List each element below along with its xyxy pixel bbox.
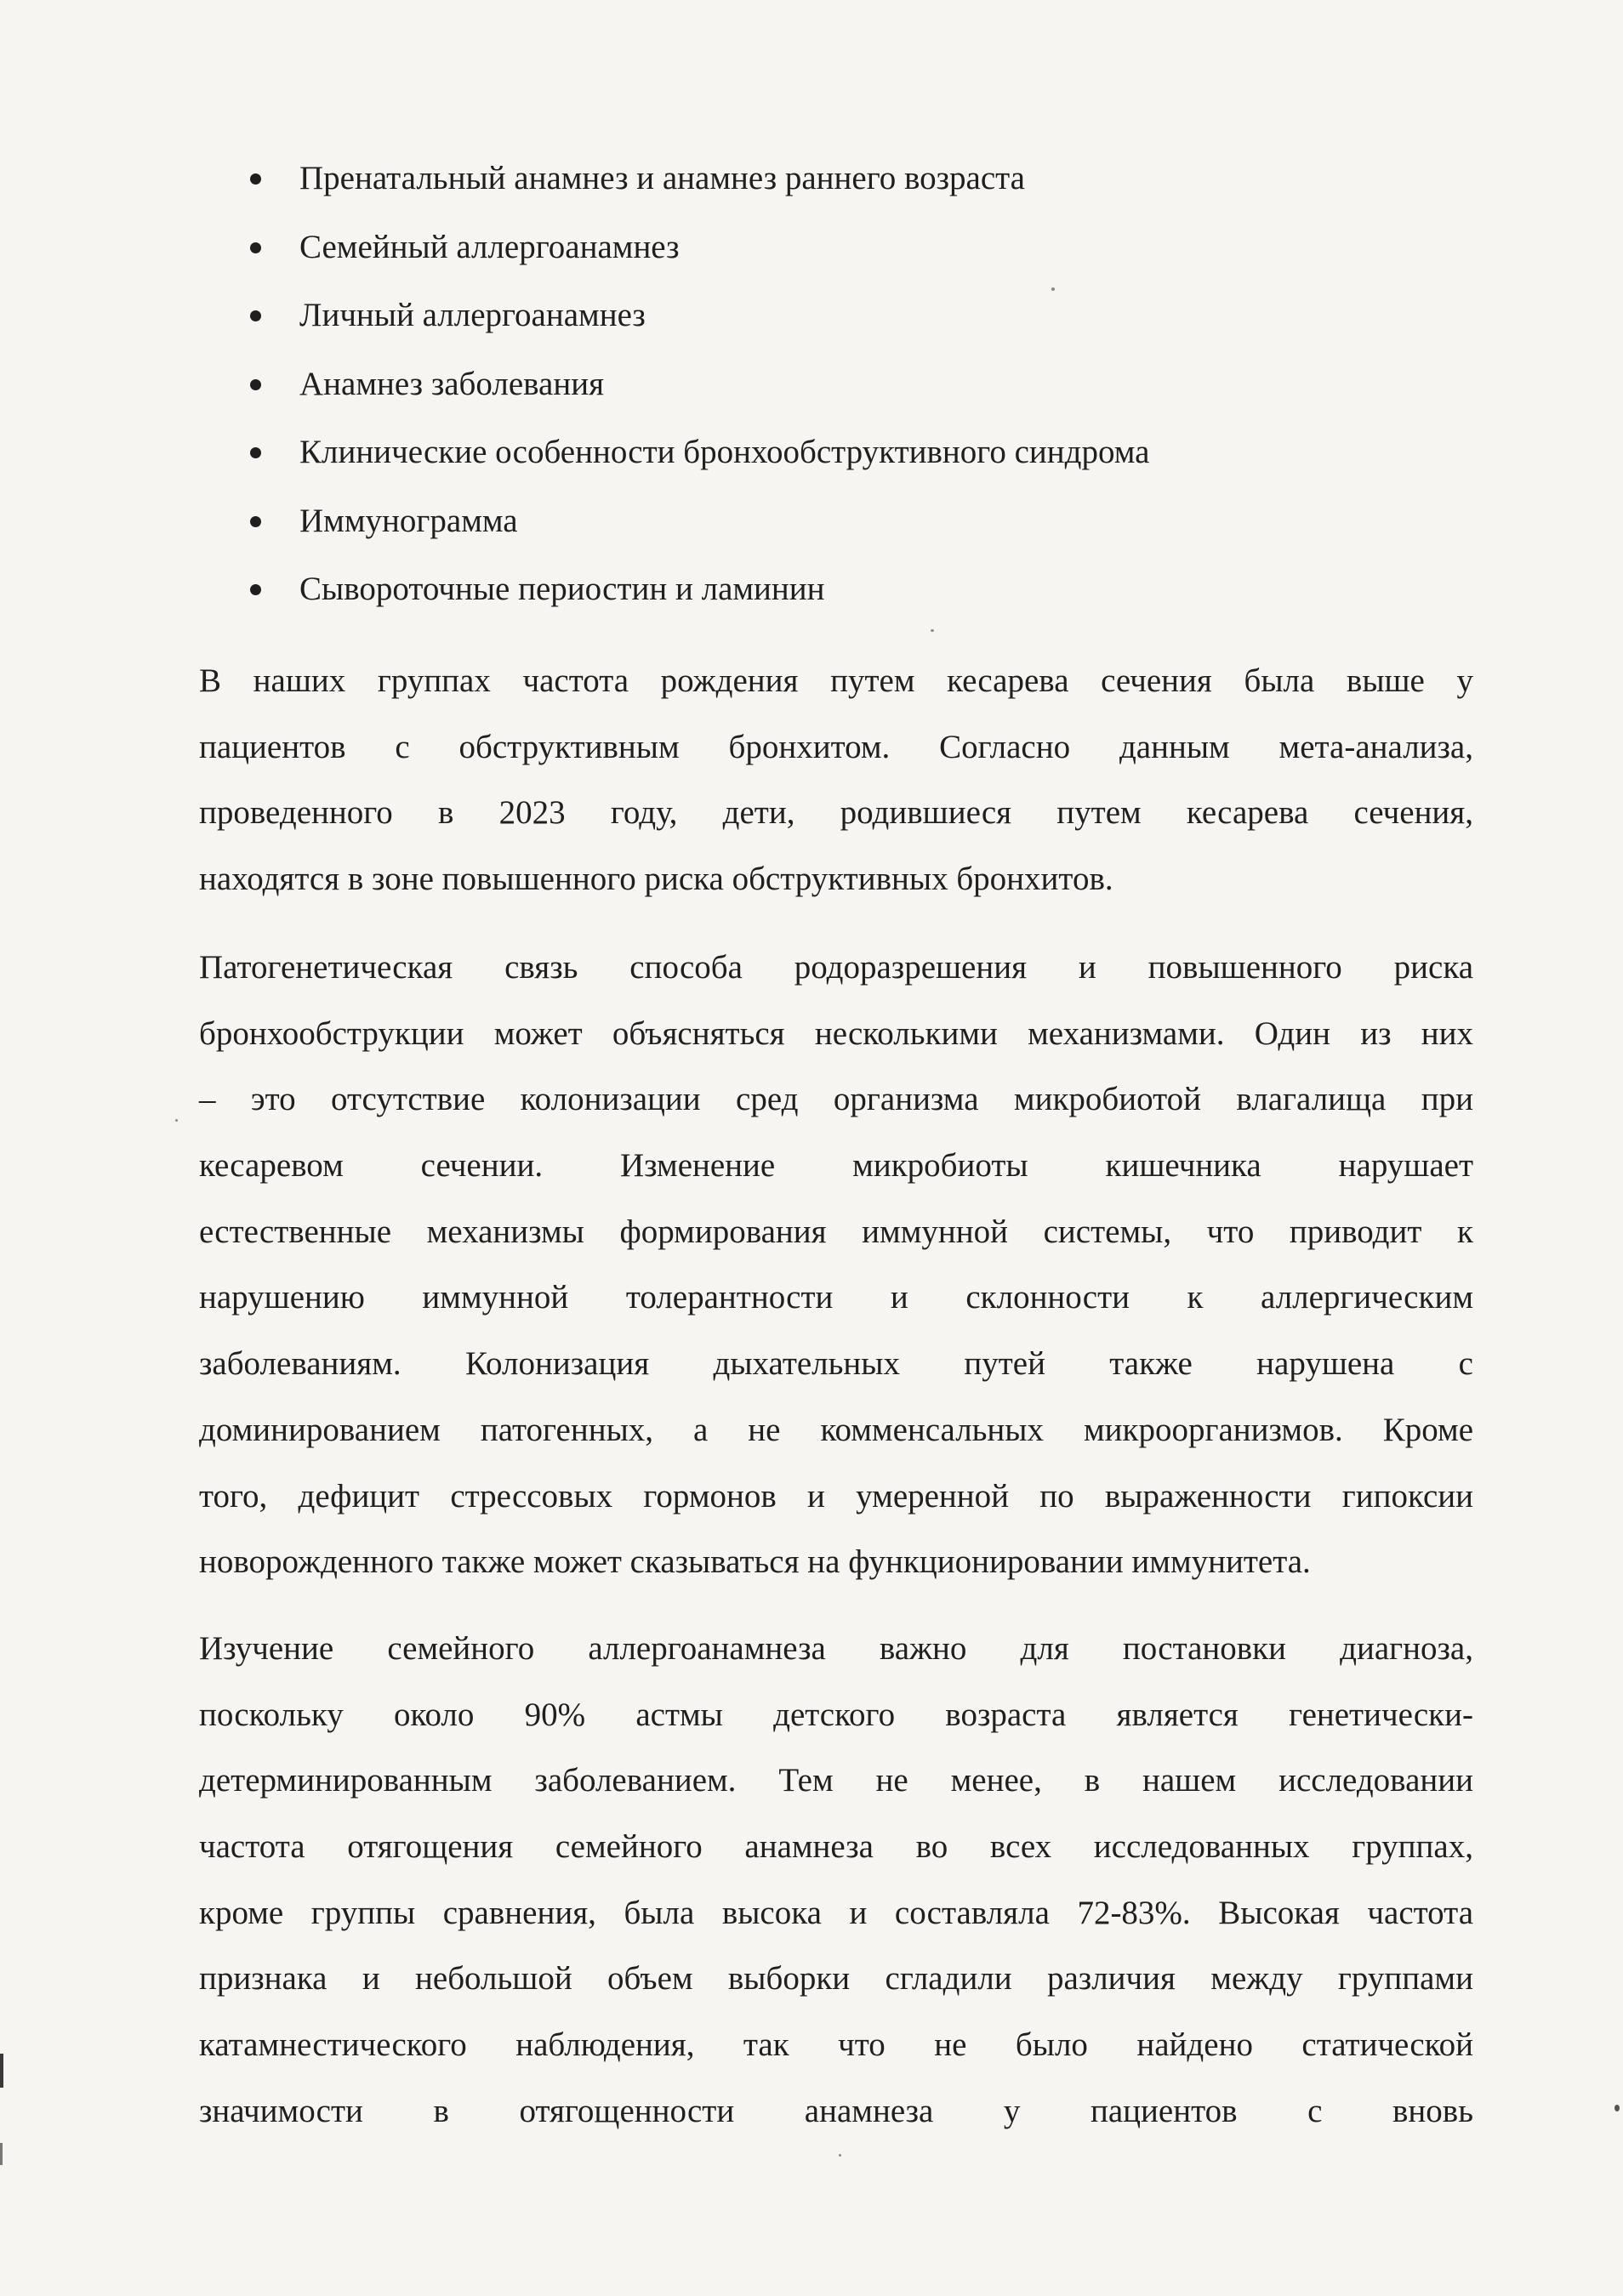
list-item-text: Иммунограмма [299,502,518,539]
text-line: значимости в отягощенности анамнеза у пациентов с вновь [199,2092,1473,2129]
list-item-text: Сывороточные периостин и ламинин [299,571,825,607]
list-item [247,213,1480,282]
scan-speck [175,1119,178,1122]
list-item [247,555,1480,624]
list-item [247,281,1480,350]
text-line: В наших группах частота рождения путем кесарева сечения была выше у [199,662,1473,699]
scan-speck [839,2154,841,2157]
text-line: Изучение семейного аллергоанамнеза важно для постановки диагноза, [199,1630,1473,1667]
bullet-list [247,145,1480,624]
list-item [247,350,1480,419]
list-item [247,145,1480,213]
text-line: проведенного в 2023 году, дети, родившиеся путем кесарева сечения, [199,794,1473,832]
text-line: нарушению иммунной толерантности и склонности к аллергическим [199,1279,1473,1316]
bullet-dot-icon [250,242,261,253]
bullet-dot-icon [250,516,261,527]
bullet-dot-icon [250,447,261,458]
text-line: поскольку около 90% астмы детского возраста является генетически- [199,1696,1473,1733]
scan-speck [1051,287,1055,291]
list-item-text: Семейный аллергоанамнез [299,228,680,265]
list-item-text: Клинические особенности бронхообструктивного синдрома [299,434,1150,470]
bullet-dot-icon [250,173,261,185]
scan-speck [931,629,934,632]
paragraph-family-history [199,1616,1473,2145]
text-line: частота отягощения семейного анамнеза во всех исследованных группах, [199,1828,1473,1866]
text-line: кроме группы сравнения, была высока и составляла 72-83%. Высокая частота [199,1894,1473,1931]
scan-edge-mark [0,2143,3,2165]
text-line: того, дефицит стрессовых гормонов и умеренной по выраженности гипоксии [199,1477,1473,1515]
scan-speck [1614,2105,1620,2111]
paragraph-cesarean-frequency [199,648,1473,912]
text-line: катамнестического наблюдения, так что не было найдено статической [199,2026,1473,2064]
list-item [247,418,1480,487]
text-line: кесаревом сечении. Изменение микробиоты кишечника нарушает [199,1147,1473,1185]
list-item-text: Анамнез заболевания [299,365,605,402]
list-item-text: Пренатальный анамнез и анамнез раннего возраста [299,160,1025,196]
list-item-text: Личный аллергоанамнез [299,297,646,333]
bullet-dot-icon [250,379,261,390]
text-line: естественные механизмы формирования иммунной системы, что приводит к [199,1213,1473,1250]
text-line: бронхообструкции может объясняться несколькими механизмами. Один из них [199,1014,1473,1052]
text-line: новорожденного также может сказываться на функционировании иммунитета. [199,1543,1311,1581]
text-line: Патогенетическая связь способа родоразрешения и повышенного риска [199,949,1473,986]
text-line: доминированием патогенных, а не комменсальных микроорганизмов. Кроме [199,1411,1473,1448]
bullet-dot-icon [250,310,261,321]
text-line: заболеваниям. Колонизация дыхательных путей также нарушена с [199,1345,1473,1383]
text-line: детерминированным заболеванием. Тем не менее, в нашем исследовании [199,1762,1473,1799]
paragraph-pathogenetic-link [199,935,1473,1595]
scan-edge-mark [0,2054,3,2088]
text-line: пациентов с обструктивным бронхитом. Согласно данным мета-анализа, [199,728,1473,765]
bullet-dot-icon [250,584,261,595]
text-line: – это отсутствие колонизации сред организма микробиотой влагалища при [199,1081,1473,1118]
list-item [247,487,1480,556]
text-line: находятся в зоне повышенного риска обструктивных бронхитов. [199,861,1113,898]
text-line: признака и небольшой объем выборки сгладили различия между группами [199,1960,1473,1998]
